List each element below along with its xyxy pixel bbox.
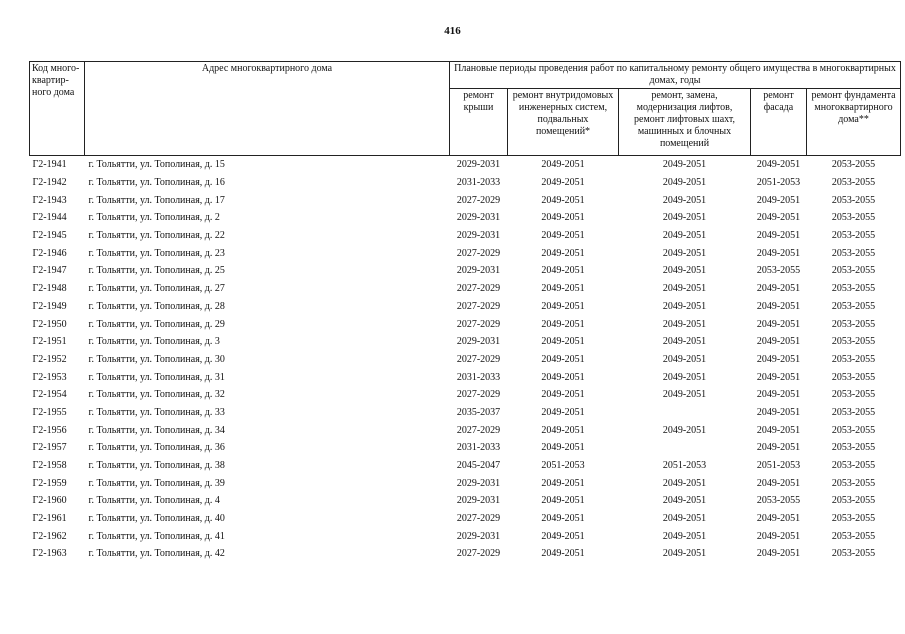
cell-facade: 2049-2051 <box>756 530 801 542</box>
cell-code: Г2-1955 <box>32 406 67 418</box>
cell-roof: 2029-2031 <box>456 495 501 507</box>
cell-systems: 2049-2051 <box>541 406 585 418</box>
cell-address: г. Тольятти, ул. Тополиная, д. 27 <box>88 283 225 295</box>
cell-roof: 2027-2029 <box>456 194 501 206</box>
cell-roof: 2029-2031 <box>456 212 501 224</box>
cell-facade: 2049-2051 <box>756 406 801 418</box>
table-row <box>30 351 901 369</box>
cell-code: Г2-1953 <box>32 371 67 383</box>
cell-systems: 2049-2051 <box>541 177 585 189</box>
cell-roof: 2027-2029 <box>456 300 501 312</box>
cell-facade: 2049-2051 <box>756 247 801 259</box>
cell-lifts: 2049-2051 <box>662 300 707 312</box>
cell-foundation: 2053-2055 <box>831 212 876 224</box>
cell-facade: 2049-2051 <box>756 318 801 330</box>
cell-facade: 2049-2051 <box>756 194 801 206</box>
cell-lifts <box>619 439 751 457</box>
cell-code: Г2-1963 <box>32 548 67 560</box>
cell-roof: 2029-2031 <box>456 477 501 489</box>
cell-systems: 2049-2051 <box>541 159 585 171</box>
cell-facade: 2049-2051 <box>756 159 801 171</box>
cell-foundation: 2053-2055 <box>831 318 876 330</box>
cell-code: Г2-1946 <box>32 247 67 259</box>
table-row <box>30 439 901 457</box>
cell-code: Г2-1954 <box>32 389 67 401</box>
cell-code: Г2-1951 <box>32 336 67 348</box>
cell-roof: 2029-2031 <box>456 265 501 277</box>
cell-code: Г2-1950 <box>32 318 67 330</box>
cell-lifts: 2049-2051 <box>662 530 707 542</box>
cell-facade: 2049-2051 <box>756 212 801 224</box>
cell-code: Г2-1945 <box>32 230 67 242</box>
cell-code: Г2-1949 <box>32 300 67 312</box>
cell-facade: 2049-2051 <box>756 442 801 454</box>
cell-facade: 2051-2053 <box>756 460 801 472</box>
table-row <box>30 191 901 209</box>
table-row <box>30 227 901 245</box>
cell-code: Г2-1959 <box>32 477 67 489</box>
cell-foundation: 2053-2055 <box>831 460 876 472</box>
table-row <box>30 262 901 280</box>
cell-facade: 2049-2051 <box>756 353 801 365</box>
cell-systems: 2049-2051 <box>541 477 585 489</box>
cell-systems: 2049-2051 <box>541 530 585 542</box>
cell-address: г. Тольятти, ул. Тополиная, д. 4 <box>88 495 220 507</box>
table-row <box>30 386 901 404</box>
cell-systems: 2049-2051 <box>541 513 585 525</box>
cell-code: Г2-1942 <box>32 177 67 189</box>
table-row <box>30 510 901 528</box>
cell-code: Г2-1952 <box>32 353 67 365</box>
cell-lifts: 2049-2051 <box>662 336 707 348</box>
table-row <box>30 315 901 333</box>
cell-systems: 2049-2051 <box>541 318 585 330</box>
cell-roof: 2029-2031 <box>456 336 501 348</box>
cell-foundation: 2053-2055 <box>831 548 876 560</box>
cell-roof: 2027-2029 <box>456 389 501 401</box>
cell-systems: 2049-2051 <box>541 336 585 348</box>
page-number: 416 <box>444 25 461 37</box>
cell-systems: 2049-2051 <box>541 212 585 224</box>
table-row <box>30 174 901 192</box>
header-code: Код много-квартир-ного дома <box>30 62 85 156</box>
cell-facade: 2049-2051 <box>756 389 801 401</box>
cell-lifts: 2049-2051 <box>662 353 707 365</box>
cell-roof: 2029-2031 <box>456 159 501 171</box>
cell-roof: 2031-2033 <box>456 442 501 454</box>
cell-foundation: 2053-2055 <box>831 442 876 454</box>
cell-address: г. Тольятти, ул. Тополиная, д. 2 <box>88 212 220 224</box>
cell-lifts: 2051-2053 <box>662 460 707 472</box>
cell-foundation: 2053-2055 <box>831 530 876 542</box>
cell-address: г. Тольятти, ул. Тополиная, д. 25 <box>88 265 225 277</box>
cell-lifts: 2049-2051 <box>662 212 707 224</box>
cell-facade: 2051-2053 <box>756 177 801 189</box>
cell-address: г. Тольятти, ул. Тополиная, д. 28 <box>88 300 225 312</box>
cell-code: Г2-1948 <box>32 283 67 295</box>
cell-roof: 2029-2031 <box>456 530 501 542</box>
cell-code: Г2-1962 <box>32 530 67 542</box>
cell-foundation: 2053-2055 <box>831 495 876 507</box>
cell-address: г. Тольятти, ул. Тополиная, д. 31 <box>88 371 225 383</box>
cell-code: Г2-1941 <box>32 159 67 171</box>
table-body <box>30 156 901 563</box>
cell-foundation: 2053-2055 <box>831 247 876 259</box>
cell-systems: 2049-2051 <box>541 265 585 277</box>
header-address: Адрес многоквартирного дома <box>85 62 450 156</box>
cell-systems: 2049-2051 <box>541 247 585 259</box>
header-systems: ремонт внутридомовых инженерных систем, подвальных помещений* <box>508 89 619 156</box>
cell-foundation: 2053-2055 <box>831 265 876 277</box>
cell-address: г. Тольятти, ул. Тополиная, д. 41 <box>88 530 225 542</box>
cell-roof: 2035-2037 <box>456 406 501 418</box>
cell-code: Г2-1944 <box>32 212 67 224</box>
cell-roof: 2027-2029 <box>456 318 501 330</box>
cell-facade: 2049-2051 <box>756 300 801 312</box>
table-row <box>30 457 901 475</box>
cell-foundation: 2053-2055 <box>831 371 876 383</box>
cell-address: г. Тольятти, ул. Тополиная, д. 15 <box>88 159 225 171</box>
cell-address: г. Тольятти, ул. Тополиная, д. 3 <box>88 336 220 348</box>
table-row <box>30 404 901 422</box>
cell-systems: 2049-2051 <box>541 300 585 312</box>
cell-roof: 2031-2033 <box>456 177 501 189</box>
cell-code: Г2-1957 <box>32 442 67 454</box>
cell-roof: 2027-2029 <box>456 424 501 436</box>
cell-address: г. Тольятти, ул. Тополиная, д. 40 <box>88 513 225 525</box>
cell-address: г. Тольятти, ул. Тополиная, д. 16 <box>88 177 225 189</box>
cell-address: г. Тольятти, ул. Тополиная, д. 17 <box>88 194 225 206</box>
cell-address: г. Тольятти, ул. Тополиная, д. 36 <box>88 442 225 454</box>
cell-roof: 2045-2047 <box>456 460 501 472</box>
cell-lifts: 2049-2051 <box>662 194 707 206</box>
cell-address: г. Тольятти, ул. Тополиная, д. 39 <box>88 477 225 489</box>
table-row <box>30 492 901 510</box>
cell-systems: 2051-2053 <box>541 460 585 472</box>
cell-facade: 2049-2051 <box>756 548 801 560</box>
cell-facade: 2049-2051 <box>756 424 801 436</box>
cell-address: г. Тольятти, ул. Тополиная, д. 38 <box>88 460 225 472</box>
cell-code: Г2-1956 <box>32 424 67 436</box>
header-lifts: ремонт, замена, модернизация лифтов, ремонт лифтовых шахт, машинных и блочных помещений <box>619 89 751 156</box>
table-row <box>30 280 901 298</box>
cell-lifts: 2049-2051 <box>662 159 707 171</box>
cell-roof: 2029-2031 <box>456 230 501 242</box>
cell-lifts: 2049-2051 <box>662 477 707 489</box>
table-row <box>30 156 901 174</box>
cell-foundation: 2053-2055 <box>831 159 876 171</box>
cell-foundation: 2053-2055 <box>831 194 876 206</box>
cell-address: г. Тольятти, ул. Тополиная, д. 22 <box>88 230 225 242</box>
cell-systems: 2049-2051 <box>541 283 585 295</box>
cell-foundation: 2053-2055 <box>831 336 876 348</box>
cell-lifts <box>619 404 751 422</box>
cell-systems: 2049-2051 <box>541 230 585 242</box>
table-row <box>30 527 901 545</box>
cell-foundation: 2053-2055 <box>831 406 876 418</box>
cell-facade: 2049-2051 <box>756 371 801 383</box>
header-periods: Плановые периоды проведения работ по капитальному ремонту общего имущества в многоквартирных домах, годы <box>450 62 901 89</box>
cell-lifts: 2049-2051 <box>662 495 707 507</box>
table-row <box>30 545 901 563</box>
repair-schedule-table <box>29 61 901 563</box>
table-row <box>30 333 901 351</box>
cell-roof: 2031-2033 <box>456 371 501 383</box>
table-row <box>30 368 901 386</box>
cell-foundation: 2053-2055 <box>831 389 876 401</box>
cell-lifts: 2049-2051 <box>662 424 707 436</box>
cell-facade: 2049-2051 <box>756 336 801 348</box>
cell-facade: 2049-2051 <box>756 477 801 489</box>
cell-address: г. Тольятти, ул. Тополиная, д. 29 <box>88 318 225 330</box>
cell-code: Г2-1947 <box>32 265 67 277</box>
cell-lifts: 2049-2051 <box>662 265 707 277</box>
header-roof: ремонт крыши <box>450 89 508 156</box>
cell-lifts: 2049-2051 <box>662 247 707 259</box>
cell-systems: 2049-2051 <box>541 495 585 507</box>
cell-roof: 2027-2029 <box>456 513 501 525</box>
table-row <box>30 421 901 439</box>
table-row <box>30 244 901 262</box>
cell-lifts: 2049-2051 <box>662 371 707 383</box>
cell-roof: 2027-2029 <box>456 548 501 560</box>
cell-lifts: 2049-2051 <box>662 230 707 242</box>
cell-foundation: 2053-2055 <box>831 513 876 525</box>
cell-facade: 2049-2051 <box>756 513 801 525</box>
cell-roof: 2027-2029 <box>456 247 501 259</box>
cell-foundation: 2053-2055 <box>831 177 876 189</box>
cell-foundation: 2053-2055 <box>831 300 876 312</box>
cell-systems: 2049-2051 <box>541 424 585 436</box>
cell-foundation: 2053-2055 <box>831 230 876 242</box>
cell-facade: 2053-2055 <box>756 495 801 507</box>
cell-code: Г2-1961 <box>32 513 67 525</box>
cell-systems: 2049-2051 <box>541 371 585 383</box>
cell-roof: 2027-2029 <box>456 353 501 365</box>
cell-foundation: 2053-2055 <box>831 424 876 436</box>
cell-lifts: 2049-2051 <box>662 389 707 401</box>
cell-systems: 2049-2051 <box>541 442 585 454</box>
cell-address: г. Тольятти, ул. Тополиная, д. 34 <box>88 424 225 436</box>
cell-systems: 2049-2051 <box>541 548 585 560</box>
cell-lifts: 2049-2051 <box>662 318 707 330</box>
header-foundation: ремонт фундамента многоквартирного дома** <box>807 89 901 156</box>
cell-lifts: 2049-2051 <box>662 513 707 525</box>
cell-code: Г2-1943 <box>32 194 67 206</box>
table-row <box>30 298 901 316</box>
cell-facade: 2049-2051 <box>756 283 801 295</box>
cell-lifts: 2049-2051 <box>662 177 707 189</box>
header-facade: ремонт фасада <box>751 89 807 156</box>
cell-address: г. Тольятти, ул. Тополиная, д. 32 <box>88 389 225 401</box>
cell-foundation: 2053-2055 <box>831 353 876 365</box>
cell-roof: 2027-2029 <box>456 283 501 295</box>
cell-systems: 2049-2051 <box>541 194 585 206</box>
cell-address: г. Тольятти, ул. Тополиная, д. 30 <box>88 353 225 365</box>
cell-foundation: 2053-2055 <box>831 477 876 489</box>
cell-address: г. Тольятти, ул. Тополиная, д. 23 <box>88 247 225 259</box>
cell-facade: 2053-2055 <box>756 265 801 277</box>
cell-code: Г2-1960 <box>32 495 67 507</box>
cell-facade: 2049-2051 <box>756 230 801 242</box>
table-row <box>30 474 901 492</box>
cell-lifts: 2049-2051 <box>662 283 707 295</box>
cell-code: Г2-1958 <box>32 460 67 472</box>
table-row <box>30 209 901 227</box>
cell-lifts: 2049-2051 <box>662 548 707 560</box>
cell-systems: 2049-2051 <box>541 389 585 401</box>
cell-systems: 2049-2051 <box>541 353 585 365</box>
cell-address: г. Тольятти, ул. Тополиная, д. 42 <box>88 548 225 560</box>
cell-foundation: 2053-2055 <box>831 283 876 295</box>
cell-address: г. Тольятти, ул. Тополиная, д. 33 <box>88 406 225 418</box>
